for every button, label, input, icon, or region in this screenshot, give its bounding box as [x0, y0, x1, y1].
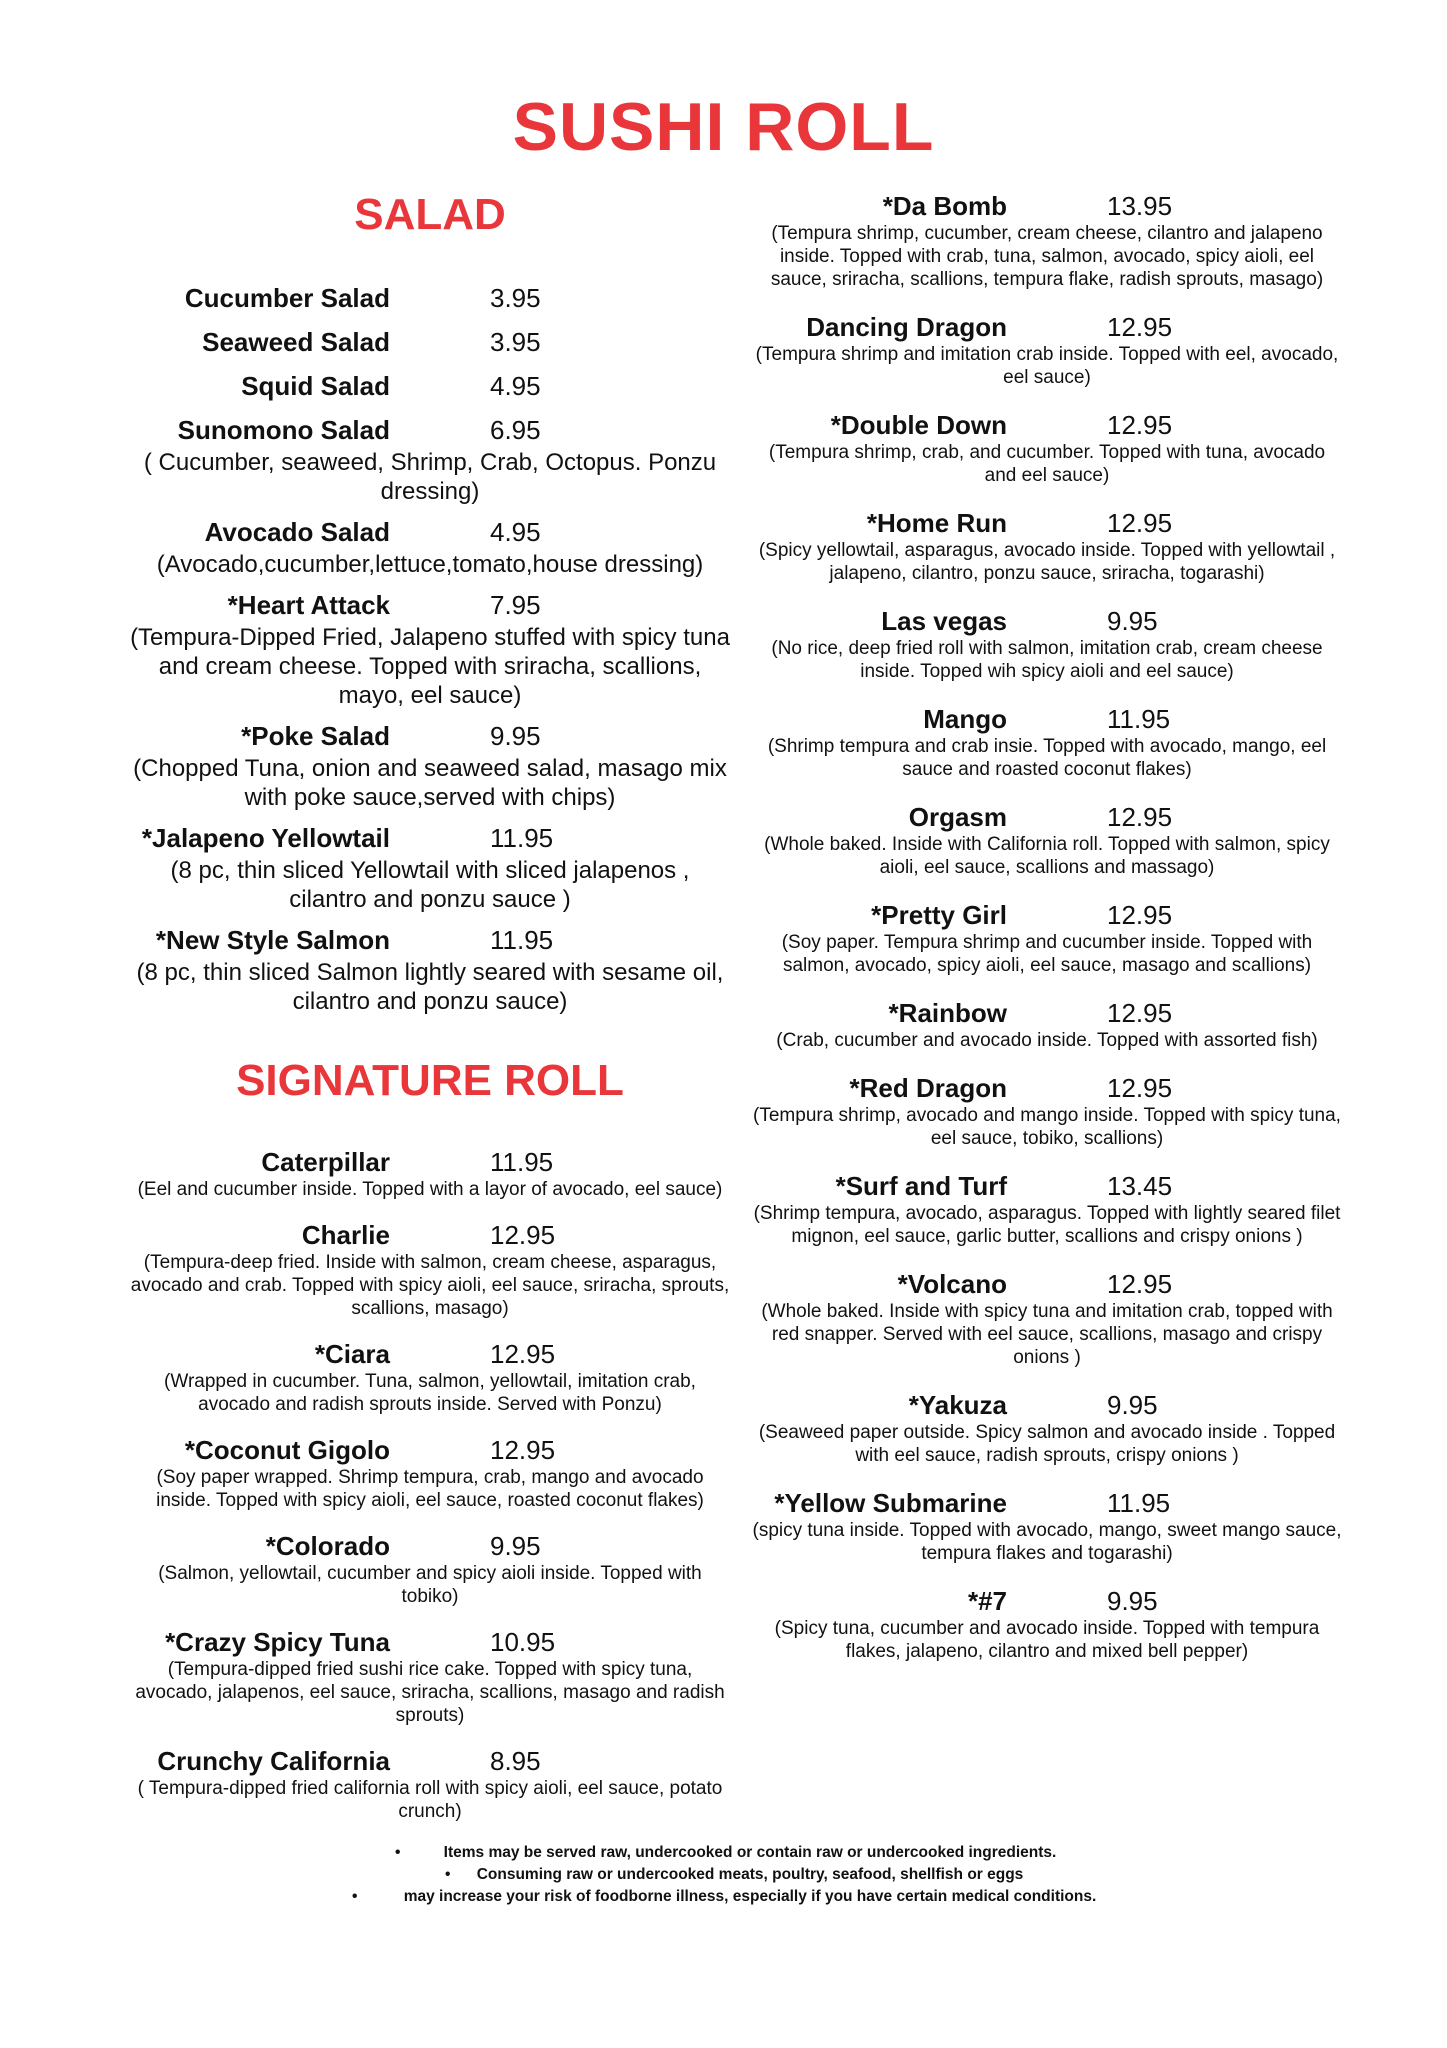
- menu-item: [130, 324, 730, 360]
- menu-item: [130, 718, 730, 812]
- menu-item-line: [130, 1338, 730, 1370]
- item-price: 12.95: [1107, 802, 1173, 832]
- item-name: *Volcano: [897, 1269, 1007, 1299]
- menu-title: SUSHI ROLL: [512, 89, 935, 165]
- menu-item: [130, 412, 730, 506]
- menu-item: [130, 1530, 730, 1608]
- item-description: (Tempura shrimp, cucumber, cream cheese, cilantro and jalapeno inside. Topped with crab, tuna, salmon, avocado, spicy aioli, eel sauce, sriracha, scallions, tempura flake, radish sprouts, masago): [770, 223, 1324, 290]
- item-price: 3.95: [490, 283, 541, 313]
- menu-item-line: [130, 1745, 730, 1777]
- disclaimer: [300, 1842, 1200, 1908]
- menu-item-line: [752, 801, 1342, 833]
- item-price: 4.95: [490, 371, 541, 401]
- disclaimer-line: [300, 1842, 1200, 1864]
- menu-item-line: [130, 820, 730, 856]
- menu-item-line: [130, 1530, 730, 1562]
- signature-list-right: [752, 190, 1342, 1663]
- item-description: (8 pc, thin sliced Salmon lightly seared with sesame oil, cilantro and ponzu sauce): [136, 959, 724, 1015]
- item-description: (Shrimp tempura, avocado, asparagus. Topped with lightly seared filet mignon, eel sauce, garlic butter, scallions and crispy onions ): [753, 1203, 1341, 1247]
- item-price: 12.95: [1107, 998, 1173, 1028]
- item-description: (Spicy yellowtail, asparagus, avocado inside. Topped with yellowtail , jalapeno, cilantro, ponzu sauce, sriracha, togarashi): [758, 540, 1336, 584]
- bullet-icon: •: [352, 1888, 358, 1905]
- item-description: (Soy paper. Tempura shrimp and cucumber inside. Topped with salmon, avocado, spicy aioli, eel sauce, masago and scallions): [781, 932, 1313, 976]
- item-description: (Wrapped in cucumber. Tuna, salmon, yellowtail, imitation crab, avocado and radish sprouts inside. Served with Ponzu): [164, 1371, 696, 1415]
- item-price: 6.95: [490, 415, 541, 445]
- menu-item-line: [752, 703, 1342, 735]
- menu-item-line: [752, 1585, 1342, 1617]
- item-name: Sunomono Salad: [177, 415, 390, 445]
- item-name: Seaweed Salad: [202, 327, 390, 357]
- item-name: Caterpillar: [261, 1147, 390, 1177]
- item-name: *Poke Salad: [241, 721, 390, 751]
- item-price: 10.95: [490, 1627, 556, 1657]
- item-description: ( Tempura-dipped fried california roll with spicy aioli, eel sauce, potato crunch): [137, 1778, 723, 1822]
- menu-item: [130, 514, 730, 579]
- bullet-icon: •: [445, 1866, 451, 1883]
- item-name: *Ciara: [314, 1339, 390, 1369]
- signature-list-left: [130, 1146, 730, 1823]
- menu-item-line: [752, 899, 1342, 931]
- item-description: (spicy tuna inside. Topped with avocado, mango, sweet mango sauce, tempura flakes and togarashi): [752, 1520, 1342, 1564]
- disclaimer-text: Items may be served raw, undercooked or contain raw or undercooked ingredients.: [443, 1844, 1057, 1861]
- item-description: (Whole baked. Inside with California roll. Topped with salmon, spicy aioli, eel sauce, scallions and massago): [764, 834, 1330, 878]
- menu-item: [130, 1338, 730, 1416]
- item-price: 7.95: [490, 590, 541, 620]
- item-name: *Yakuza: [908, 1390, 1007, 1420]
- menu-item-line: [130, 368, 730, 404]
- disclaimer-line: [300, 1864, 1200, 1886]
- item-description: (Crab, cucumber and avocado inside. Topped with assorted fish): [776, 1030, 1318, 1051]
- item-price: 9.95: [1107, 1390, 1158, 1420]
- item-price: 12.95: [1107, 1269, 1173, 1299]
- menu-item: [752, 1268, 1342, 1369]
- menu-item-line: [130, 587, 730, 623]
- menu-item-line: [130, 412, 730, 448]
- menu-item: [752, 1487, 1342, 1565]
- left-column: [130, 190, 730, 1841]
- salad-section-title: SALAD: [354, 190, 506, 239]
- item-description: ( Cucumber, seaweed, Shrimp, Crab, Octopus. Ponzu dressing): [143, 449, 717, 505]
- item-description: (Tempura-dipped fried sushi rice cake. Topped with spicy tuna, avocado, jalapenos, eel sauce, sriracha, scallions, masago and radish sprouts): [135, 1659, 725, 1726]
- item-name: Cucumber Salad: [184, 283, 390, 313]
- item-price: 13.45: [1107, 1171, 1173, 1201]
- item-name: *Coconut Gigolo: [184, 1435, 390, 1465]
- item-price: 11.95: [1107, 1488, 1171, 1518]
- item-description: (Shrimp tempura and crab insie. Topped with avocado, mango, eel sauce and roasted coconut flakes): [767, 736, 1327, 780]
- item-description: (8 pc, thin sliced Yellowtail with sliced jalapenos , cilantro and ponzu sauce ): [170, 857, 690, 913]
- signature-section-title: SIGNATURE ROLL: [236, 1056, 624, 1105]
- item-price: 12.95: [1107, 508, 1173, 538]
- item-description: (Tempura-deep fried. Inside with salmon, cream cheese, asparagus, avocado and crab. Topped with spicy aioli, eel sauce, sriracha, sprouts, scallions, masago): [130, 1252, 730, 1319]
- menu-item: [752, 801, 1342, 879]
- right-column: [752, 190, 1342, 1683]
- menu-item-line: [130, 1626, 730, 1658]
- item-description: (No rice, deep fried roll with salmon, imitation crab, cream cheese inside. Topped wih spicy aioli and eel sauce): [771, 638, 1323, 682]
- bullet-icon: •: [395, 1844, 401, 1861]
- menu-item-line: [752, 1170, 1342, 1202]
- item-price: 9.95: [490, 721, 541, 751]
- item-name: *Crazy Spicy Tuna: [165, 1627, 390, 1657]
- item-name: Dancing Dragon: [806, 312, 1007, 342]
- menu-item: [130, 1146, 730, 1201]
- item-price: 12.95: [1107, 1073, 1173, 1103]
- item-name: Las vegas: [881, 606, 1007, 636]
- item-price: 12.95: [490, 1339, 556, 1369]
- item-description: (Tempura shrimp and imitation crab inside. Topped with eel, avocado, eel sauce): [755, 344, 1339, 388]
- item-name: *Jalapeno Yellowtail: [141, 823, 390, 853]
- item-price: 12.95: [1107, 312, 1173, 342]
- menu-item-line: [752, 1072, 1342, 1104]
- item-name: Charlie: [301, 1220, 390, 1250]
- item-description: (Salmon, yellowtail, cucumber and spicy aioli inside. Topped with tobiko): [158, 1563, 702, 1607]
- menu-item: [130, 1745, 730, 1823]
- item-description: (Chopped Tuna, onion and seaweed salad, masago mix with poke sauce,served with chips): [133, 755, 727, 811]
- menu-item: [130, 820, 730, 914]
- item-description: (Eel and cucumber inside. Topped with a layor of avocado, eel sauce): [137, 1179, 723, 1200]
- item-price: 11.95: [490, 823, 554, 853]
- menu-item: [752, 1072, 1342, 1150]
- item-name: *Colorado: [265, 1531, 390, 1561]
- disclaimer-line: [300, 1886, 1200, 1908]
- menu-item-line: [752, 1268, 1342, 1300]
- menu-item: [752, 190, 1342, 291]
- item-price: 12.95: [490, 1220, 556, 1250]
- item-price: 12.95: [1107, 410, 1173, 440]
- menu-item: [130, 1434, 730, 1512]
- menu-item-line: [752, 1487, 1342, 1519]
- menu-item: [752, 899, 1342, 977]
- item-name: Avocado Salad: [204, 517, 390, 547]
- item-name: Orgasm: [908, 802, 1007, 832]
- menu-item: [130, 587, 730, 710]
- item-price: 9.95: [1107, 606, 1158, 636]
- item-price: 11.95: [490, 925, 554, 955]
- item-name: *Surf and Turf: [835, 1171, 1007, 1201]
- item-description: (Tempura shrimp, avocado and mango inside. Topped with spicy tuna, eel sauce, tobiko, scallions): [753, 1105, 1341, 1149]
- item-description: (Spicy tuna, cucumber and avocado inside. Topped with tempura flakes, jalapeno, cilantro and mixed bell pepper): [774, 1618, 1320, 1662]
- salad-list: [130, 280, 730, 1016]
- item-price: 12.95: [1107, 900, 1173, 930]
- menu-item-line: [130, 324, 730, 360]
- menu-item-line: [130, 922, 730, 958]
- menu-item: [130, 922, 730, 1016]
- menu-item: [752, 997, 1342, 1052]
- item-name: *Heart Attack: [227, 590, 390, 620]
- menu-item-line: [752, 409, 1342, 441]
- menu-item: [752, 1389, 1342, 1467]
- item-description: (Soy paper wrapped. Shrimp tempura, crab, mango and avocado inside. Topped with spicy aioli, eel sauce, roasted coconut flakes): [156, 1467, 704, 1511]
- menu-item-line: [752, 997, 1342, 1029]
- item-name: *Da Bomb: [882, 191, 1007, 221]
- item-price: 4.95: [490, 517, 541, 547]
- menu-item-line: [752, 507, 1342, 539]
- item-description: (Avocado,cucumber,lettuce,tomato,house dressing): [156, 551, 704, 578]
- menu-item: [130, 368, 730, 404]
- menu-item-line: [752, 1389, 1342, 1421]
- item-name: *Pretty Girl: [871, 900, 1007, 930]
- menu-item-line: [130, 1219, 730, 1251]
- item-name: *Home Run: [866, 508, 1007, 538]
- disclaimer-text: Consuming raw or undercooked meats, poultry, seafood, shellfish or eggs: [476, 1866, 1024, 1883]
- item-name: *Rainbow: [888, 998, 1007, 1028]
- menu-item-line: [130, 280, 730, 316]
- item-name: Mango: [923, 704, 1007, 734]
- menu-item-line: [130, 1146, 730, 1178]
- menu-item: [752, 1585, 1342, 1663]
- item-price: 11.95: [1107, 704, 1171, 734]
- menu-item: [752, 605, 1342, 683]
- item-price: 8.95: [490, 1746, 541, 1776]
- menu-item: [130, 1219, 730, 1320]
- item-name: *Red Dragon: [849, 1073, 1007, 1103]
- menu-item-line: [752, 605, 1342, 637]
- item-name: Crunchy California: [157, 1746, 390, 1776]
- menu-item: [130, 1626, 730, 1727]
- menu-item: [752, 703, 1342, 781]
- item-price: 12.95: [490, 1435, 556, 1465]
- item-description: (Tempura shrimp, crab, and cucumber. Topped with tuna, avocado and eel sauce): [768, 442, 1326, 486]
- menu-item-line: [752, 190, 1342, 222]
- item-price: 11.95: [490, 1147, 554, 1177]
- item-name: *Double Down: [830, 410, 1007, 440]
- item-name: Squid Salad: [241, 371, 390, 401]
- item-price: 3.95: [490, 327, 541, 357]
- item-price: 13.95: [1107, 191, 1173, 221]
- menu-item: [752, 311, 1342, 389]
- item-price: 9.95: [1107, 1586, 1158, 1616]
- item-description: (Seaweed paper outside. Spicy salmon and avocado inside . Topped with eel sauce, radish sprouts, crispy onions ): [758, 1422, 1336, 1466]
- menu-item: [752, 409, 1342, 487]
- menu-item-line: [130, 514, 730, 550]
- menu-item: [752, 1170, 1342, 1248]
- menu-item-line: [130, 718, 730, 754]
- item-name: *#7: [967, 1586, 1007, 1616]
- menu-item-line: [130, 1434, 730, 1466]
- menu-item: [752, 507, 1342, 585]
- item-price: 9.95: [490, 1531, 541, 1561]
- item-description: (Whole baked. Inside with spicy tuna and imitation crab, topped with red snapper. Served with eel sauce, scallions, masago and crispy onions ): [761, 1301, 1333, 1368]
- disclaimer-text: may increase your risk of foodborne illness, especially if you have certain medical conditions.: [403, 1888, 1097, 1905]
- menu-item: [130, 280, 730, 316]
- item-description: (Tempura-Dipped Fried, Jalapeno stuffed with spicy tuna and cream cheese. Topped with sriracha, scallions, mayo, eel sauce): [130, 624, 730, 709]
- item-name: *New Style Salmon: [155, 925, 390, 955]
- item-name: *Yellow Submarine: [774, 1488, 1007, 1518]
- menu-item-line: [752, 311, 1342, 343]
